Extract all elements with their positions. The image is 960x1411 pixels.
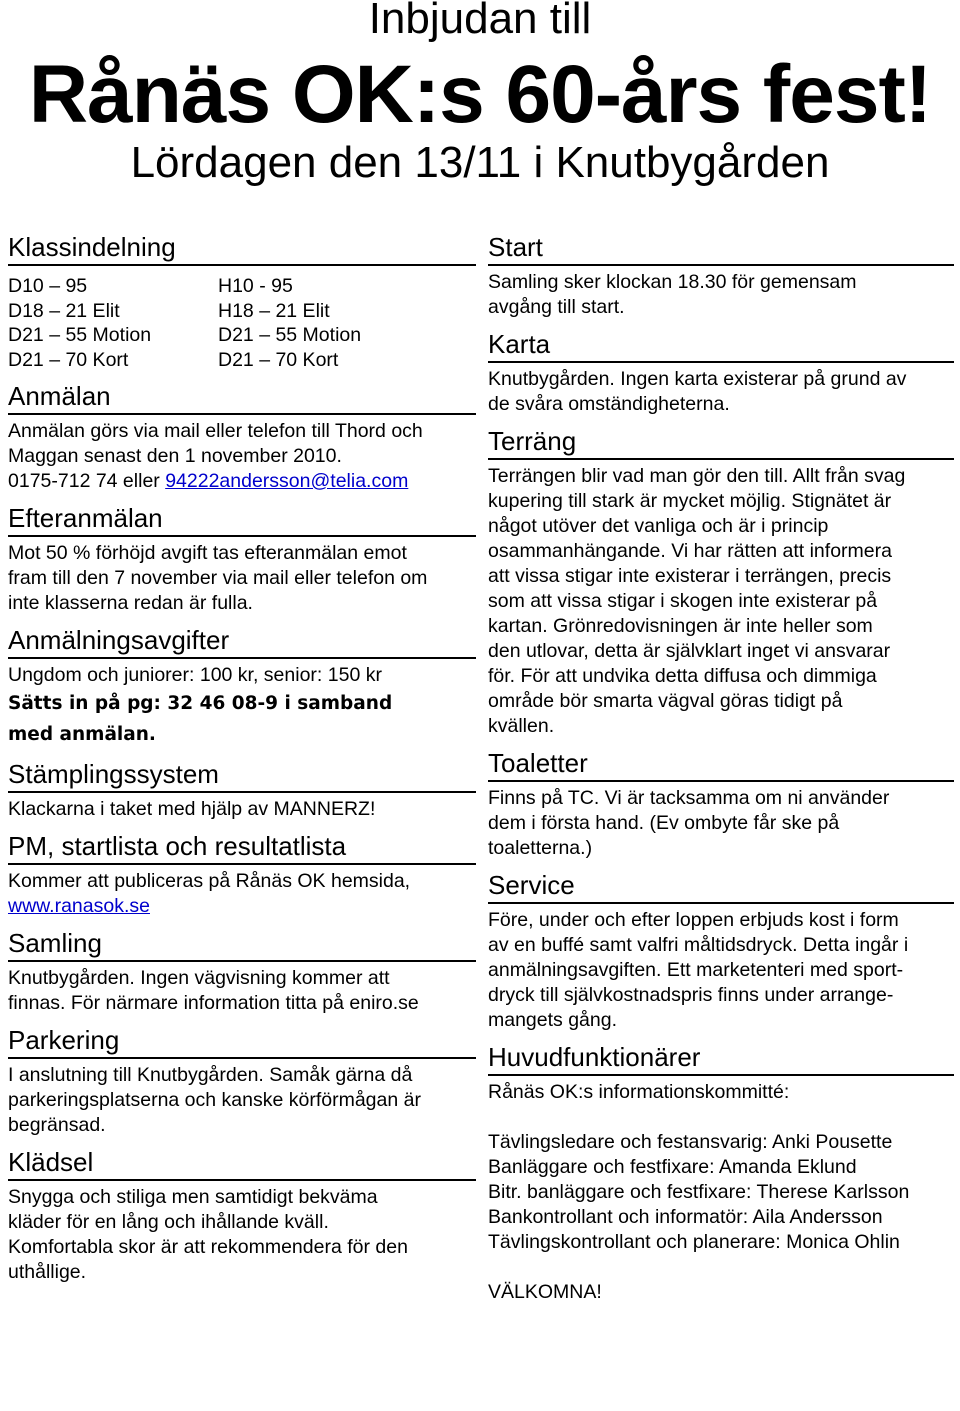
text-line: Terrängen blir vad man gör den till. Allt från svag — [488, 465, 906, 487]
class-item: H18 – 21 Elit — [218, 299, 330, 322]
official: Tävlingsledare och festansvarig: Anki Pousette — [488, 1131, 893, 1153]
text-line: dem i första hand. (Ev ombyte får ske på — [488, 812, 840, 834]
left-column — [8, 232, 476, 1294]
section-title: Huvudfunktionärer — [488, 1042, 954, 1076]
section-text — [8, 663, 476, 750]
section-text — [488, 367, 954, 417]
official: Bankontrollant och informatör: Aila Andersson — [488, 1206, 883, 1228]
section-title: Samling — [8, 928, 476, 962]
text-line: anmälningsavgiften. Ett marketenteri med sport- — [488, 959, 904, 981]
text-line: Snygga och stiliga men samtidigt bekväma — [8, 1186, 378, 1208]
section-karta — [488, 329, 954, 417]
section-stamplingssystem — [8, 759, 476, 822]
text-line: något utöver det vanliga och är i princip — [488, 515, 829, 537]
text-line: att vissa stigar inte existerar i terrängen, precis — [488, 565, 892, 587]
section-text — [8, 1063, 476, 1138]
email-link[interactable]: 94222andersson@telia.com — [165, 470, 409, 492]
text-line: för. För att undvika detta diffusa och dimmiga — [488, 665, 877, 687]
text-line: av en buffé samt valfri måltidsdryck. Detta ingår i — [488, 934, 909, 956]
text-line: osammanhängande. Vi har rätten att informera — [488, 540, 892, 562]
website-link[interactable]: www.ranasok.se — [8, 895, 150, 917]
class-item: D18 – 21 Elit — [8, 299, 120, 322]
text-line: Anmälan görs via mail eller telefon till Thord och — [8, 420, 423, 442]
text-line: kläder för en lång och ihållande kväll. — [8, 1211, 329, 1233]
text-line: Knutbygården. Ingen vägvisning kommer att — [8, 967, 390, 989]
section-title: Start — [488, 232, 954, 266]
text-line: avgång till start. — [488, 296, 625, 318]
section-text — [488, 908, 954, 1033]
section-title: Klädsel — [8, 1147, 476, 1181]
text-line: de svåra omständigheterna. — [488, 393, 730, 415]
section-title: PM, startlista och resultatlista — [8, 831, 476, 865]
text-line: 0175-712 74 eller — [8, 470, 166, 492]
section-klassindelning — [8, 232, 476, 372]
class-list — [8, 274, 476, 372]
section-text — [488, 786, 954, 861]
section-text — [8, 419, 476, 494]
section-efteranmalan — [8, 503, 476, 616]
text-line: parkeringsplatserna och kanske körförmågan är — [8, 1089, 421, 1111]
class-item: D21 – 55 Motion — [218, 324, 362, 346]
text-line: kartan. Grönredovisningen är inte heller som — [488, 615, 873, 637]
section-service — [488, 870, 954, 1033]
section-pm — [8, 831, 476, 919]
section-title: Parkering — [8, 1025, 476, 1059]
text-line: I anslutning till Knutbygården. Samåk gärna då — [8, 1064, 413, 1086]
text-line: Samling sker klockan 18.30 för gemensam — [488, 271, 857, 293]
committee-intro: Rånäs OK:s informationskommitté: — [488, 1081, 790, 1103]
text-line: begränsad. — [8, 1114, 106, 1136]
text-line: dryck till självkostnadspris finns under arrange- — [488, 984, 894, 1006]
section-text — [8, 541, 476, 616]
section-anmalningsavgifter — [8, 625, 476, 750]
event-title: Rånäs OK:s 60-års fest! — [28, 49, 932, 140]
invitation-heading: Inbjudan till — [368, 0, 592, 43]
payment-info: med anmälan. — [8, 724, 156, 745]
text-line: Klackarna i taket med hjälp av MANNERZ! — [8, 798, 376, 820]
text-line: Ungdom och juniorer: 100 kr, senior: 150 kr — [8, 664, 382, 686]
class-item: D21 – 70 Kort — [218, 348, 339, 371]
text-line: Knutbygården. Ingen karta existerar på grund av — [488, 368, 907, 390]
text-line: Före, under och efter loppen erbjuds kost i form — [488, 909, 899, 931]
section-huvudfunktionarer — [488, 1042, 954, 1305]
payment-info: Sätts in på pg: 32 46 08-9 i samband — [8, 693, 393, 714]
text-line: toaletterna.) — [488, 837, 593, 859]
class-item: H10 - 95 — [218, 275, 293, 297]
class-item: D21 – 70 Kort — [8, 348, 129, 371]
section-title: Klassindelning — [8, 232, 476, 266]
section-toaletter — [488, 748, 954, 861]
section-title: Anmälan — [8, 381, 476, 415]
official: Banläggare och festfixare: Amanda Eklund — [488, 1156, 857, 1178]
section-text — [8, 797, 476, 822]
text-line: kvällen. — [488, 715, 555, 737]
section-title: Service — [488, 870, 954, 904]
text-line: uthållige. — [8, 1261, 87, 1283]
text-line: kupering till stark är mycket möjlig. Stignätet är — [488, 490, 892, 512]
class-item: D21 – 55 Motion — [8, 324, 152, 346]
text-line: Komfortabla skor är att rekommendera för den — [8, 1236, 408, 1258]
section-text — [488, 270, 954, 320]
section-title: Efteranmälan — [8, 503, 476, 537]
section-terrang — [488, 426, 954, 739]
text-line: den utlovar, detta är självklart inget vi ansvarar — [488, 640, 891, 662]
text-line: fram till den 7 november via mail eller telefon om — [8, 567, 428, 589]
official: Bitr. banläggare och festfixare: Therese Karlsson — [488, 1181, 910, 1203]
welcome-text: VÄLKOMNA! — [488, 1281, 602, 1303]
text-line: Mot 50 % förhöjd avgift tas efteranmälan emot — [8, 542, 407, 564]
text-line: Kommer att publiceras på Rånäs OK hemsida, — [8, 870, 411, 892]
section-text — [8, 869, 476, 919]
section-title: Terräng — [488, 426, 954, 460]
official: Tävlingskontrollant och planerare: Monica Ohlin — [488, 1231, 900, 1253]
text-line: finnas. För närmare information titta på eniro.se — [8, 992, 419, 1014]
text-line: mangets gång. — [488, 1009, 618, 1031]
section-samling — [8, 928, 476, 1016]
class-item: D10 – 95 — [8, 275, 88, 297]
section-title: Toaletter — [488, 748, 954, 782]
section-text — [8, 966, 476, 1016]
section-start — [488, 232, 954, 320]
section-kladsel — [8, 1147, 476, 1285]
text-line: Finns på TC. Vi är tacksamma om ni använder — [488, 787, 890, 809]
section-title: Karta — [488, 329, 954, 363]
section-text — [488, 464, 954, 739]
event-date-location: Lördagen den 13/11 i Knutbygården — [130, 138, 830, 187]
text-line: Maggan senast den 1 november 2010. — [8, 445, 342, 467]
section-title: Stämplingssystem — [8, 759, 476, 793]
section-text — [8, 1185, 476, 1285]
text-line: område bör smarta vägval göras tidigt på — [488, 690, 843, 712]
right-column — [488, 232, 954, 1314]
text-line: som att vissa stigar i skogen inte existerar på — [488, 590, 878, 612]
text-line: inte klasserna redan är fulla. — [8, 592, 253, 614]
section-anmalan — [8, 381, 476, 494]
section-title: Anmälningsavgifter — [8, 625, 476, 659]
section-parkering — [8, 1025, 476, 1138]
section-text — [488, 1080, 954, 1305]
